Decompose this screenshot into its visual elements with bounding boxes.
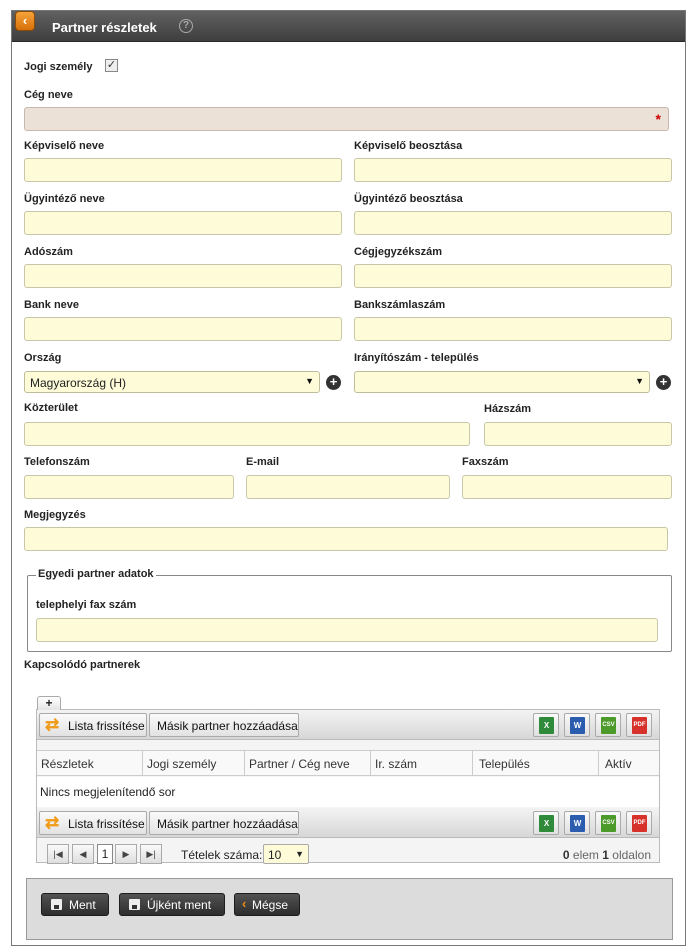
kapcsolodo-partnerek-label: Kapcsolódó partnerek — [24, 659, 141, 671]
iranyitoszam-label: Irányítószám - település — [354, 352, 479, 364]
telefonszam-input[interactable] — [24, 475, 234, 499]
kozterulet-label: Közterület — [24, 402, 78, 414]
egyedi-partner-legend: Egyedi partner adatok — [38, 568, 154, 580]
bank-neve-label: Bank neve — [24, 299, 80, 311]
excel-export-icon[interactable]: X — [533, 713, 559, 737]
ugyintezo-neve-label: Ügyintéző neve — [24, 193, 105, 205]
help-icon[interactable]: ? — [179, 19, 193, 33]
save-icon — [129, 899, 140, 910]
ugyintezo-beosztasa-label: Ügyintéző beosztása — [354, 193, 463, 205]
iranyitoszam-select[interactable] — [354, 371, 650, 393]
refresh-icon: ⇄ — [45, 813, 60, 832]
column-header[interactable]: Aktív — [605, 757, 632, 771]
orszag-select[interactable] — [24, 371, 320, 393]
partner-details-window — [11, 10, 686, 946]
save-as-new-button[interactable]: Újként ment — [119, 893, 225, 916]
pager-info: 0 elem 1 oldalon — [562, 848, 651, 862]
kepviselo-beosztasa-input[interactable] — [354, 158, 672, 182]
word-export-icon[interactable]: W — [564, 811, 590, 835]
column-divider — [598, 751, 599, 776]
footer-bar — [26, 878, 673, 940]
csv-export-icon[interactable]: CSV — [595, 811, 621, 835]
hazszam-label: Házszám — [484, 403, 532, 415]
add-iranyitoszam-icon[interactable]: + — [656, 375, 671, 390]
first-page-icon[interactable]: |◀ — [47, 844, 69, 864]
next-page-icon[interactable]: ▶ — [115, 844, 137, 864]
column-divider — [142, 751, 143, 776]
bankszamlaszam-label: Bankszámlaszám — [354, 299, 446, 311]
telefonszam-label: Telefonszám — [24, 456, 90, 468]
csv-export-icon[interactable]: CSV — [595, 713, 621, 737]
orszag-value: Magyarország (H) — [30, 376, 127, 390]
page-size-label: Tételek száma: — [181, 848, 263, 862]
jogi-szemely-checkbox[interactable]: ✓ — [106, 59, 117, 71]
megjegyzes-input[interactable] — [24, 527, 668, 551]
grid-toolbar-top — [37, 710, 659, 740]
refresh-icon: ⇄ — [45, 715, 60, 734]
dropdown-arrow-icon: ▼ — [635, 376, 644, 386]
add-partner-button[interactable]: Másik partner hozzáadása — [149, 811, 299, 835]
dropdown-arrow-icon: ▼ — [305, 376, 314, 386]
column-divider — [472, 751, 473, 776]
ugyintezo-beosztasa-input[interactable] — [354, 211, 672, 235]
refresh-list-button[interactable]: ⇄ Lista frissítése — [39, 811, 147, 835]
orszag-label: Ország — [24, 352, 62, 364]
jogi-szemely-label: Jogi személy — [24, 61, 93, 73]
cegjegyzekszam-input[interactable] — [354, 264, 672, 288]
kapcsolodo-partnerek-grid — [36, 696, 660, 863]
ceg-neve-input[interactable] — [24, 107, 669, 131]
faxszam-input[interactable] — [462, 475, 672, 499]
column-header[interactable]: Jogi személy — [147, 757, 217, 771]
add-partner-button[interactable]: Másik partner hozzáadása — [149, 713, 299, 737]
egyedi-partner-fieldset — [27, 568, 672, 652]
faxszam-label: Faxszám — [462, 456, 509, 468]
grid-toolbar-bottom — [37, 808, 659, 838]
required-icon: * — [655, 111, 661, 127]
last-page-icon[interactable]: ▶| — [140, 844, 162, 864]
telephelyi-fax-label: telephelyi fax szám — [36, 599, 137, 611]
window-title: Partner részletek — [52, 20, 157, 35]
column-header[interactable]: Partner / Cég neve — [249, 757, 350, 771]
save-button[interactable]: Ment — [41, 893, 109, 916]
email-label: E-mail — [246, 456, 280, 468]
column-header[interactable]: Részletek — [41, 757, 94, 771]
window-header — [12, 11, 685, 42]
megjegyzes-label: Megjegyzés — [24, 509, 86, 521]
chevron-left-icon: ‹ — [242, 896, 247, 911]
dropdown-arrow-icon: ▼ — [295, 849, 304, 859]
cegjegyzekszam-label: Cégjegyzékszám — [354, 246, 443, 258]
kozterulet-input[interactable] — [24, 422, 470, 446]
grid-header-row — [37, 750, 659, 776]
adoszam-label: Adószám — [24, 246, 73, 258]
cancel-button[interactable]: ‹ Mégse — [234, 893, 300, 916]
kepviselo-neve-input[interactable] — [24, 158, 342, 182]
hazszam-input[interactable] — [484, 422, 672, 446]
adoszam-input[interactable] — [24, 264, 342, 288]
pdf-export-icon[interactable]: PDF — [626, 811, 652, 835]
column-header[interactable]: Ir. szám — [375, 757, 418, 771]
excel-export-icon[interactable]: X — [533, 811, 559, 835]
ugyintezo-neve-input[interactable] — [24, 211, 342, 235]
telephelyi-fax-input[interactable] — [36, 618, 658, 642]
kepviselo-neve-label: Képviselő neve — [24, 140, 105, 152]
grid-pager — [37, 842, 659, 864]
email-input[interactable] — [246, 475, 450, 499]
column-header[interactable]: Település — [479, 757, 530, 771]
prev-page-icon[interactable]: ◀ — [72, 844, 94, 864]
column-divider — [370, 751, 371, 776]
save-icon — [51, 899, 62, 910]
word-export-icon[interactable]: W — [564, 713, 590, 737]
page-size-select[interactable]: 10 ▼ — [263, 844, 309, 864]
bank-neve-input[interactable] — [24, 317, 342, 341]
ceg-neve-label: Cég neve — [24, 89, 73, 101]
empty-row — [37, 777, 659, 807]
pdf-export-icon[interactable]: PDF — [626, 713, 652, 737]
column-divider — [244, 751, 245, 776]
add-orszag-icon[interactable]: + — [326, 375, 341, 390]
bankszamlaszam-input[interactable] — [354, 317, 672, 341]
back-icon[interactable]: ‹ — [15, 11, 35, 31]
add-tab-button[interactable]: + — [37, 696, 61, 710]
refresh-list-button[interactable]: ⇄ Lista frissítése — [39, 713, 147, 737]
empty-text: Nincs megjelenítendő sor — [40, 785, 176, 799]
kepviselo-beosztasa-label: Képviselő beosztása — [354, 140, 463, 152]
page-number-input[interactable]: 1 — [97, 844, 113, 864]
